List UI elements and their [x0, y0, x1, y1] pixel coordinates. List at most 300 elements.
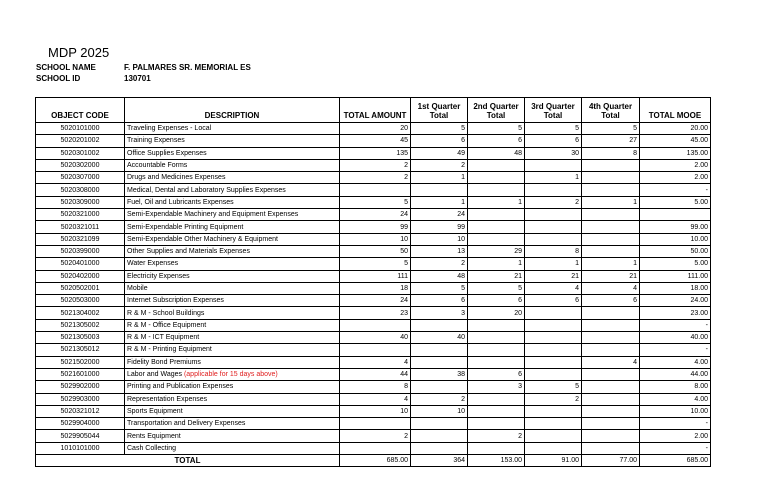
cell-description	[125, 245, 340, 257]
cell-object-code	[36, 258, 125, 270]
cell-total-amount-text: 2	[404, 432, 408, 440]
cell-total-mooe-text: 50.00	[690, 248, 708, 256]
cell-q3-text: 2	[575, 198, 579, 206]
cell-total-amount	[340, 393, 411, 405]
cell-q2	[468, 393, 525, 405]
cell-description-text: Representation Expenses	[127, 395, 208, 403]
cell-description	[125, 418, 340, 430]
cell-q1	[411, 282, 468, 294]
cell-q3	[525, 430, 582, 442]
cell-q3-text: 8	[575, 248, 579, 256]
cell-q3-text: 5	[575, 125, 579, 133]
cell-q2	[468, 430, 525, 442]
cell-total-amount	[340, 344, 411, 356]
table-row	[36, 184, 711, 196]
table-row	[36, 147, 711, 159]
cell-total-mooe-text: 2.00	[694, 432, 708, 440]
cell-q3	[525, 172, 582, 184]
cell-q3	[525, 245, 582, 257]
cell-total-amount	[340, 147, 411, 159]
cell-total-mooe-text: 4.00	[694, 395, 708, 403]
cell-q1-text: 24	[457, 211, 465, 219]
cell-description-text: Internet Subscription Expenses	[127, 297, 224, 305]
cell-q1	[411, 196, 468, 208]
table-row	[36, 123, 711, 135]
cell-q3	[525, 209, 582, 221]
table-row	[36, 209, 711, 221]
cell-q2	[468, 356, 525, 368]
cell-total-mooe-text: 99.00	[690, 223, 708, 231]
cell-total-amount-text: 20	[400, 125, 408, 133]
cell-total-amount	[340, 135, 411, 147]
cell-object-code-text: 5021601000	[60, 371, 100, 379]
cell-total-mooe-text: -	[705, 420, 708, 428]
cell-total-amount-text: 23	[400, 309, 408, 317]
cell-total-mooe	[640, 307, 711, 319]
cell-q3-text: 30	[571, 149, 579, 157]
cell-description-text: Traveling Expenses - Local	[127, 125, 212, 133]
cell-q2-text: 5	[518, 285, 522, 292]
cell-object-code	[36, 430, 125, 442]
cell-total-amount	[340, 295, 411, 307]
cell-q1-text: 49	[457, 149, 465, 157]
cell-description-text: Cash Collecting	[127, 444, 177, 452]
cell-total-mooe-text: -	[705, 321, 708, 329]
cell-q4	[582, 418, 640, 430]
cell-q1	[411, 368, 468, 380]
cell-q2-text: 6	[518, 371, 522, 379]
cell-object-code	[36, 295, 125, 307]
cell-object-code	[36, 123, 125, 135]
header-total-amount: TOTAL AMOUNT	[340, 98, 411, 123]
cell-q3	[525, 356, 582, 368]
cell-q1	[411, 393, 468, 405]
cell-total-mooe-text: 5.00	[694, 260, 708, 268]
cell-description-text: Printing and Publication Expenses	[127, 383, 234, 391]
header-q4-line2: Total	[601, 111, 620, 120]
cell-total-amount-text: 24	[400, 211, 408, 219]
cell-q4	[582, 381, 640, 393]
cell-total-amount-text: 5	[404, 198, 408, 206]
cell-q3-text: 6	[575, 137, 579, 145]
cell-description	[125, 295, 340, 307]
cell-q4	[582, 368, 640, 380]
cell-q3	[525, 418, 582, 430]
school-id-label: SCHOOL ID	[36, 74, 81, 83]
cell-description-text: Transportation and Delivery Expenses	[127, 420, 246, 428]
cell-q2	[468, 368, 525, 380]
cell-total-amount-text: 8	[404, 383, 408, 391]
cell-q1	[411, 209, 468, 221]
cell-q1	[411, 319, 468, 331]
cell-total-mooe-text: 111.00	[687, 272, 708, 280]
header-q2-line2: Total	[486, 111, 506, 120]
cell-q4-text: 4	[633, 358, 637, 366]
cell-q2-text: 1	[518, 198, 522, 206]
cell-description-text: Office Supplies Expenses	[127, 149, 207, 157]
cell-total-amount	[340, 405, 411, 417]
cell-total-mooe	[640, 393, 711, 405]
cell-q1-text: 3	[461, 309, 465, 317]
document-title: MDP 2025	[48, 45, 110, 60]
cell-total-amount-text: 111	[397, 272, 408, 280]
cell-description-text: R & M - School Buildings	[127, 309, 205, 317]
header-total-mooe: TOTAL MOOE	[640, 98, 711, 123]
cell-description	[125, 258, 340, 270]
cell-total-mooe	[640, 418, 711, 430]
table-row	[36, 418, 711, 430]
cell-q2-text: 29	[514, 248, 522, 256]
table-row	[36, 344, 711, 356]
cell-q4	[582, 282, 640, 294]
cell-q3	[525, 295, 582, 307]
cell-total-mooe	[640, 123, 711, 135]
cell-q1	[411, 172, 468, 184]
cell-q2	[468, 282, 525, 294]
header-q1	[411, 98, 468, 123]
cell-object-code-text: 5020503000	[60, 297, 100, 305]
cell-q2	[468, 258, 525, 270]
cell-total-amount-text: 45	[400, 137, 408, 145]
totals-label: TOTAL	[36, 455, 340, 467]
school-name-value: F. PALMARES SR. MEMORIAL ES	[124, 63, 251, 72]
cell-q1-text: 13	[457, 248, 465, 256]
cell-total-amount	[340, 184, 411, 196]
table-row	[36, 307, 711, 319]
cell-q2	[468, 332, 525, 344]
cell-total-mooe-text: 24.00	[690, 297, 708, 305]
cell-object-code-text: 5020308000	[60, 186, 100, 194]
cell-q1	[411, 245, 468, 257]
cell-description-text: Semi-Expendable Machinery and Equipment Expenses	[127, 211, 299, 219]
cell-object-code-text: 1010101000	[60, 444, 100, 452]
cell-object-code-text: 5021305003	[60, 334, 100, 342]
cell-description	[125, 393, 340, 405]
cell-q2	[468, 319, 525, 331]
cell-total-amount	[340, 233, 411, 245]
cell-object-code	[36, 307, 125, 319]
table-row	[36, 233, 711, 245]
cell-total-amount	[340, 307, 411, 319]
cell-description-text: Fuel, Oil and Lubricants Expenses	[127, 198, 234, 206]
cell-q2	[468, 209, 525, 221]
cell-object-code	[36, 135, 125, 147]
table-row	[36, 295, 711, 307]
cell-q1	[411, 332, 468, 344]
cell-q3-text: 6	[575, 297, 579, 305]
cell-q4	[582, 344, 640, 356]
cell-q4	[582, 233, 640, 245]
cell-q2	[468, 233, 525, 245]
cell-total-mooe-text: 44.00	[690, 371, 708, 379]
cell-total-mooe	[640, 332, 711, 344]
cell-q3-text: 1	[575, 260, 579, 268]
cell-object-code-text: 5020401000	[60, 260, 100, 268]
cell-total-mooe-text: 4.00	[694, 358, 708, 366]
cell-description-text: Rents Equipment	[127, 432, 181, 440]
cell-q1-text: 10	[457, 407, 465, 415]
table-row	[36, 319, 711, 331]
cell-object-code	[36, 209, 125, 221]
cell-q1	[411, 356, 468, 368]
cell-total-mooe-text: 40.00	[690, 334, 708, 342]
cell-q3	[525, 123, 582, 135]
cell-object-code-text: 5029905044	[60, 432, 100, 440]
table-row	[36, 381, 711, 393]
cell-total-amount-text: 10	[400, 407, 408, 415]
cell-description-text: Mobile	[127, 285, 148, 292]
cell-q2	[468, 270, 525, 282]
cell-q4	[582, 172, 640, 184]
cell-total-mooe	[640, 245, 711, 257]
cell-q3	[525, 159, 582, 171]
cell-object-code	[36, 319, 125, 331]
cell-object-code	[36, 332, 125, 344]
cell-q3-text: 2	[575, 395, 579, 403]
cell-total-amount	[340, 258, 411, 270]
cell-q2	[468, 147, 525, 159]
cell-object-code	[36, 282, 125, 294]
cell-object-code-text: 5029904000	[60, 420, 100, 428]
cell-object-code-text: 5020321012	[60, 407, 100, 415]
cell-description	[125, 405, 340, 417]
cell-total-amount	[340, 332, 411, 344]
cell-total-mooe-text: -	[705, 346, 708, 354]
cell-object-code-text: 5029903000	[60, 395, 100, 403]
cell-description-text: Medical, Dental and Laboratory Supplies Expenses	[127, 186, 286, 194]
cell-q3-text: 4	[575, 285, 579, 292]
cell-q3	[525, 270, 582, 282]
header-q3	[525, 98, 582, 123]
cell-description-text: Training Expenses	[127, 137, 185, 145]
cell-description	[125, 356, 340, 368]
cell-q1	[411, 147, 468, 159]
header-q2	[468, 98, 525, 123]
cell-total-mooe-text: -	[705, 444, 708, 452]
cell-object-code	[36, 196, 125, 208]
cell-q3	[525, 307, 582, 319]
cell-object-code	[36, 356, 125, 368]
cell-total-mooe	[640, 368, 711, 380]
cell-q3	[525, 135, 582, 147]
cell-q4-text: 6	[633, 297, 637, 305]
cell-total-mooe	[640, 356, 711, 368]
cell-description-text: Accountable Forms	[127, 162, 188, 170]
cell-total-mooe	[640, 381, 711, 393]
cell-description	[125, 135, 340, 147]
cell-total-mooe	[640, 405, 711, 417]
cell-q1	[411, 442, 468, 454]
table-row	[36, 393, 711, 405]
table-header-row	[36, 98, 711, 123]
table-row	[36, 245, 711, 257]
cell-q3-text: 5	[575, 383, 579, 391]
cell-object-code-text: 5029902000	[60, 383, 100, 391]
cell-q2	[468, 418, 525, 430]
cell-q2-text: 21	[514, 272, 522, 280]
cell-description-text: Fidelity Bond Premiums	[127, 358, 201, 366]
cell-q4-text: 5	[633, 125, 637, 133]
cell-object-code-text: 5020201002	[60, 137, 100, 145]
cell-total-mooe	[640, 159, 711, 171]
cell-q1	[411, 418, 468, 430]
cell-total-mooe	[640, 233, 711, 245]
cell-q4-text: 21	[629, 272, 637, 280]
header-object-code: OBJECT CODE	[36, 98, 125, 123]
cell-total-amount	[340, 430, 411, 442]
cell-description-text: R & M - ICT Equipment	[127, 334, 200, 342]
cell-total-mooe-text: 2.00	[694, 162, 708, 170]
cell-q3	[525, 258, 582, 270]
cell-object-code-text: 5020321011	[60, 223, 100, 231]
cell-object-code-text: 5020101000	[60, 125, 100, 133]
cell-q4	[582, 393, 640, 405]
cell-q1	[411, 159, 468, 171]
cell-total-amount-text: 99	[400, 223, 408, 231]
cell-description	[125, 430, 340, 442]
cell-object-code	[36, 381, 125, 393]
table-row	[36, 172, 711, 184]
cell-object-code-text: 5021502000	[60, 358, 100, 366]
cell-q2-text: 1	[518, 260, 522, 268]
cell-object-code-text: 5020301002	[60, 149, 100, 157]
header-q1-line1: 1st Quarter	[417, 102, 461, 111]
cell-q3	[525, 332, 582, 344]
cell-q1	[411, 233, 468, 245]
cell-description-text: Semi-Expendable Printing Equipment	[127, 223, 244, 231]
cell-q4-text: 1	[633, 260, 637, 268]
table-row	[36, 258, 711, 270]
cell-q3	[525, 442, 582, 454]
cell-description	[125, 172, 340, 184]
cell-object-code	[36, 368, 125, 380]
cell-q1-text: 1	[461, 198, 465, 206]
cell-q1-text: 6	[461, 297, 465, 305]
cell-q4	[582, 147, 640, 159]
cell-q2-text: 5	[518, 125, 522, 133]
cell-object-code	[36, 159, 125, 171]
cell-description-text: Sports Equipment	[127, 407, 183, 415]
totals-total-amount: 685.00	[340, 455, 411, 467]
cell-total-amount	[340, 381, 411, 393]
cell-total-mooe	[640, 172, 711, 184]
cell-total-mooe-text: 18.00	[690, 285, 708, 292]
header-description: DESCRIPTION	[125, 98, 340, 123]
header-q2-line1: 2nd Quarter	[473, 102, 519, 111]
cell-total-mooe	[640, 442, 711, 454]
cell-q1-text: 5	[461, 125, 465, 133]
cell-total-amount-text: 40	[400, 334, 408, 342]
cell-total-mooe-text: 5.00	[694, 198, 708, 206]
cell-total-amount-text: 5	[404, 260, 408, 268]
table-row	[36, 332, 711, 344]
cell-q4	[582, 184, 640, 196]
cell-q2-text: 48	[514, 149, 522, 157]
table-row	[36, 356, 711, 368]
cell-q4-text: 27	[629, 137, 637, 145]
cell-object-code-text: 5020399000	[60, 248, 100, 256]
cell-q4-text: 4	[633, 285, 637, 292]
cell-q1	[411, 344, 468, 356]
cell-q2	[468, 344, 525, 356]
cell-description	[125, 332, 340, 344]
totals-mooe: 685.00	[640, 455, 711, 467]
cell-total-mooe-text: 23.00	[690, 309, 708, 317]
cell-description	[125, 233, 340, 245]
cell-total-mooe	[640, 135, 711, 147]
cell-q2	[468, 135, 525, 147]
cell-q3	[525, 196, 582, 208]
cell-q1-text: 10	[457, 235, 465, 243]
cell-q3	[525, 282, 582, 294]
cell-object-code	[36, 418, 125, 430]
cell-q4	[582, 356, 640, 368]
cell-total-amount	[340, 123, 411, 135]
cell-q2-text: 20	[514, 309, 522, 317]
cell-total-mooe	[640, 258, 711, 270]
cell-q1-text: 6	[461, 137, 465, 145]
cell-total-amount-text: 50	[400, 248, 408, 256]
cell-q2	[468, 245, 525, 257]
cell-q3	[525, 319, 582, 331]
cell-q3	[525, 147, 582, 159]
cell-q4	[582, 159, 640, 171]
table-row	[36, 405, 711, 417]
cell-q2-text: 6	[518, 137, 522, 145]
cell-q4	[582, 295, 640, 307]
cell-description-text: R & M - Printing Equipment	[127, 346, 212, 354]
cell-q4	[582, 430, 640, 442]
cell-q2	[468, 123, 525, 135]
cell-q1-text: 2	[461, 395, 465, 403]
cell-total-amount	[340, 319, 411, 331]
cell-q3	[525, 221, 582, 233]
cell-description-text: Other Supplies and Materials Expenses	[127, 248, 250, 256]
cell-q4	[582, 196, 640, 208]
cell-q2	[468, 307, 525, 319]
cell-q2-text: 3	[518, 383, 522, 391]
cell-q3	[525, 405, 582, 417]
cell-q2	[468, 442, 525, 454]
cell-total-amount-text: 135	[396, 149, 408, 157]
cell-total-mooe-text: 2.00	[694, 174, 708, 182]
cell-total-mooe	[640, 270, 711, 282]
cell-q2	[468, 184, 525, 196]
cell-description	[125, 221, 340, 233]
cell-total-mooe-text: 10.00	[690, 235, 708, 243]
cell-total-mooe	[640, 184, 711, 196]
cell-description	[125, 344, 340, 356]
cell-description	[125, 319, 340, 331]
school-name-label: SCHOOL NAME	[36, 63, 96, 72]
cell-description	[125, 270, 340, 282]
cell-object-code	[36, 393, 125, 405]
cell-q1-text: 1	[461, 174, 465, 182]
cell-description	[125, 196, 340, 208]
cell-object-code	[36, 405, 125, 417]
cell-q2	[468, 405, 525, 417]
school-id-value: 130701	[124, 74, 151, 83]
cell-q1-text: 40	[457, 334, 465, 342]
mooe-table	[35, 97, 711, 467]
cell-q4	[582, 319, 640, 331]
cell-q4	[582, 221, 640, 233]
cell-description	[125, 184, 340, 196]
cell-total-amount-text: 4	[404, 358, 408, 366]
cell-object-code-text: 5020302000	[60, 162, 100, 170]
table-row	[36, 368, 711, 380]
cell-q4	[582, 332, 640, 344]
